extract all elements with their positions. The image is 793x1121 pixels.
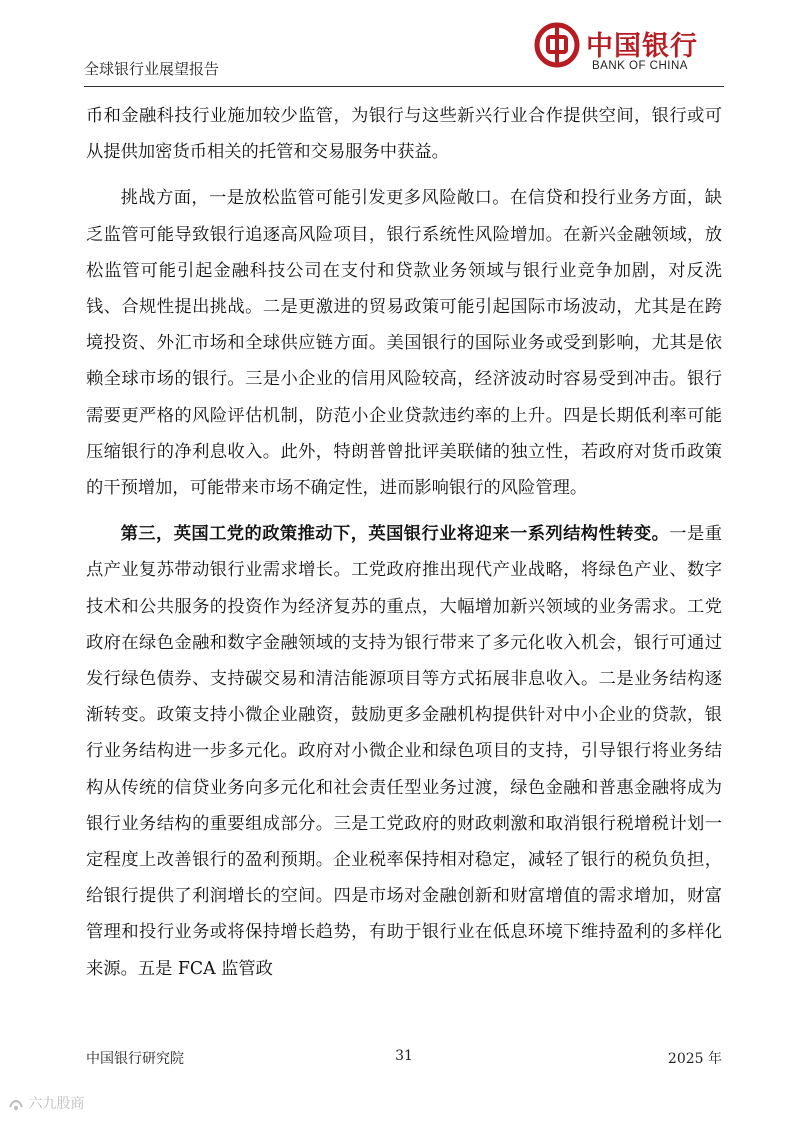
watermark	[8, 1093, 84, 1113]
logo-chinese-text: 中国银行	[586, 31, 698, 62]
paragraph-3	[86, 516, 722, 987]
bank-of-china-logo	[534, 22, 714, 80]
logo-english-text: BANK OF CHINA	[592, 60, 688, 72]
paragraph-3-heading: 第三，英国工党的政策推动下，英国银行业将迎来一系列结构性转变。	[120, 524, 670, 545]
page-footer	[86, 1048, 722, 1070]
paragraph-1: 币和金融科技行业施加较少监管，为银行与这些新兴行业合作提供空间，银行或可从提供加密货币相关的托管和交易服务中获益。	[86, 106, 722, 163]
paragraph-2: 挑战方面，一是放松监管可能引发更多风险敞口。在信贷和投行业务方面，缺乏监管可能导致银行追逐高风险项目，银行系统性风险增加。在新兴金融领域，放松监管可能引起金融科技公司在支付和贷款业务领域与银行业竞争加剧，对反洗钱、合规性提出挑战。二是更激进的贸易政策可能引起国际市场波动，尤其是在跨境投资、外汇市场和全球供应链方面。美国银行的国际业务或受到影响，尤其是依赖全球市场的银行。三是小企业的信用风险较高，经济波动时容易受到冲击。银行需要更严格的风险评估机制，防范小企业贷款违约率的上升。四是长期低利率可能压缩银行的净利息收入。此外，特朗普曾批评美联储的独立性，若政府对货币政策的干预增加，可能带来市场不确定性，进而影响银行的风险管理。	[86, 188, 722, 499]
report-title: 全球银行业展望报告	[84, 60, 220, 78]
footer-institute: 中国银行研究院	[86, 1051, 184, 1067]
watermark-text: 六九股商	[28, 1096, 85, 1112]
body-text	[86, 98, 722, 997]
page-number: 31	[395, 1048, 413, 1064]
watermark-icon	[8, 1097, 24, 1111]
footer-year: 2025 年	[667, 1051, 722, 1067]
bank-logo-icon	[534, 22, 580, 68]
page-header	[84, 0, 724, 87]
paragraph-3-body: 一是重点产业复苏带动银行业需求增长。工党政府推出现代产业战略，将绿色产业、数字技术和公共服务的投资作为经济复苏的重点，大幅增加新兴领域的业务需求。工党政府在绿色金融和数字金融领域的支持为银行带来了多元化收入机会，银行可通过发行绿色债券、支持碳交易和清洁能源项目等方式拓展非息收入。二是业务结构逐渐转变。政策支持小微企业融资，鼓励更多金融机构提供针对中小企业的贷款，银行业务结构进一步多元化。政府对小微企业和绿色项目的支持，引导银行将业务结构从传统的信贷业务向多元化和社会责任型业务过渡，绿色金融和普惠金融将成为银行业务结构的重要组成部分。三是工党政府的财政刺激和取消银行税增税计划一定程度上改善银行的盈利预期。企业税率保持相对稳定，减轻了银行的税负负担，给银行提供了利润增长的空间。四是市场对金融创新和财富增值的需求增加，财富管理和投行业务或将保持增长趋势，有助于银行业在低息环境下维持盈利的多样化来源。五是 FCA 监管政	[86, 524, 722, 979]
